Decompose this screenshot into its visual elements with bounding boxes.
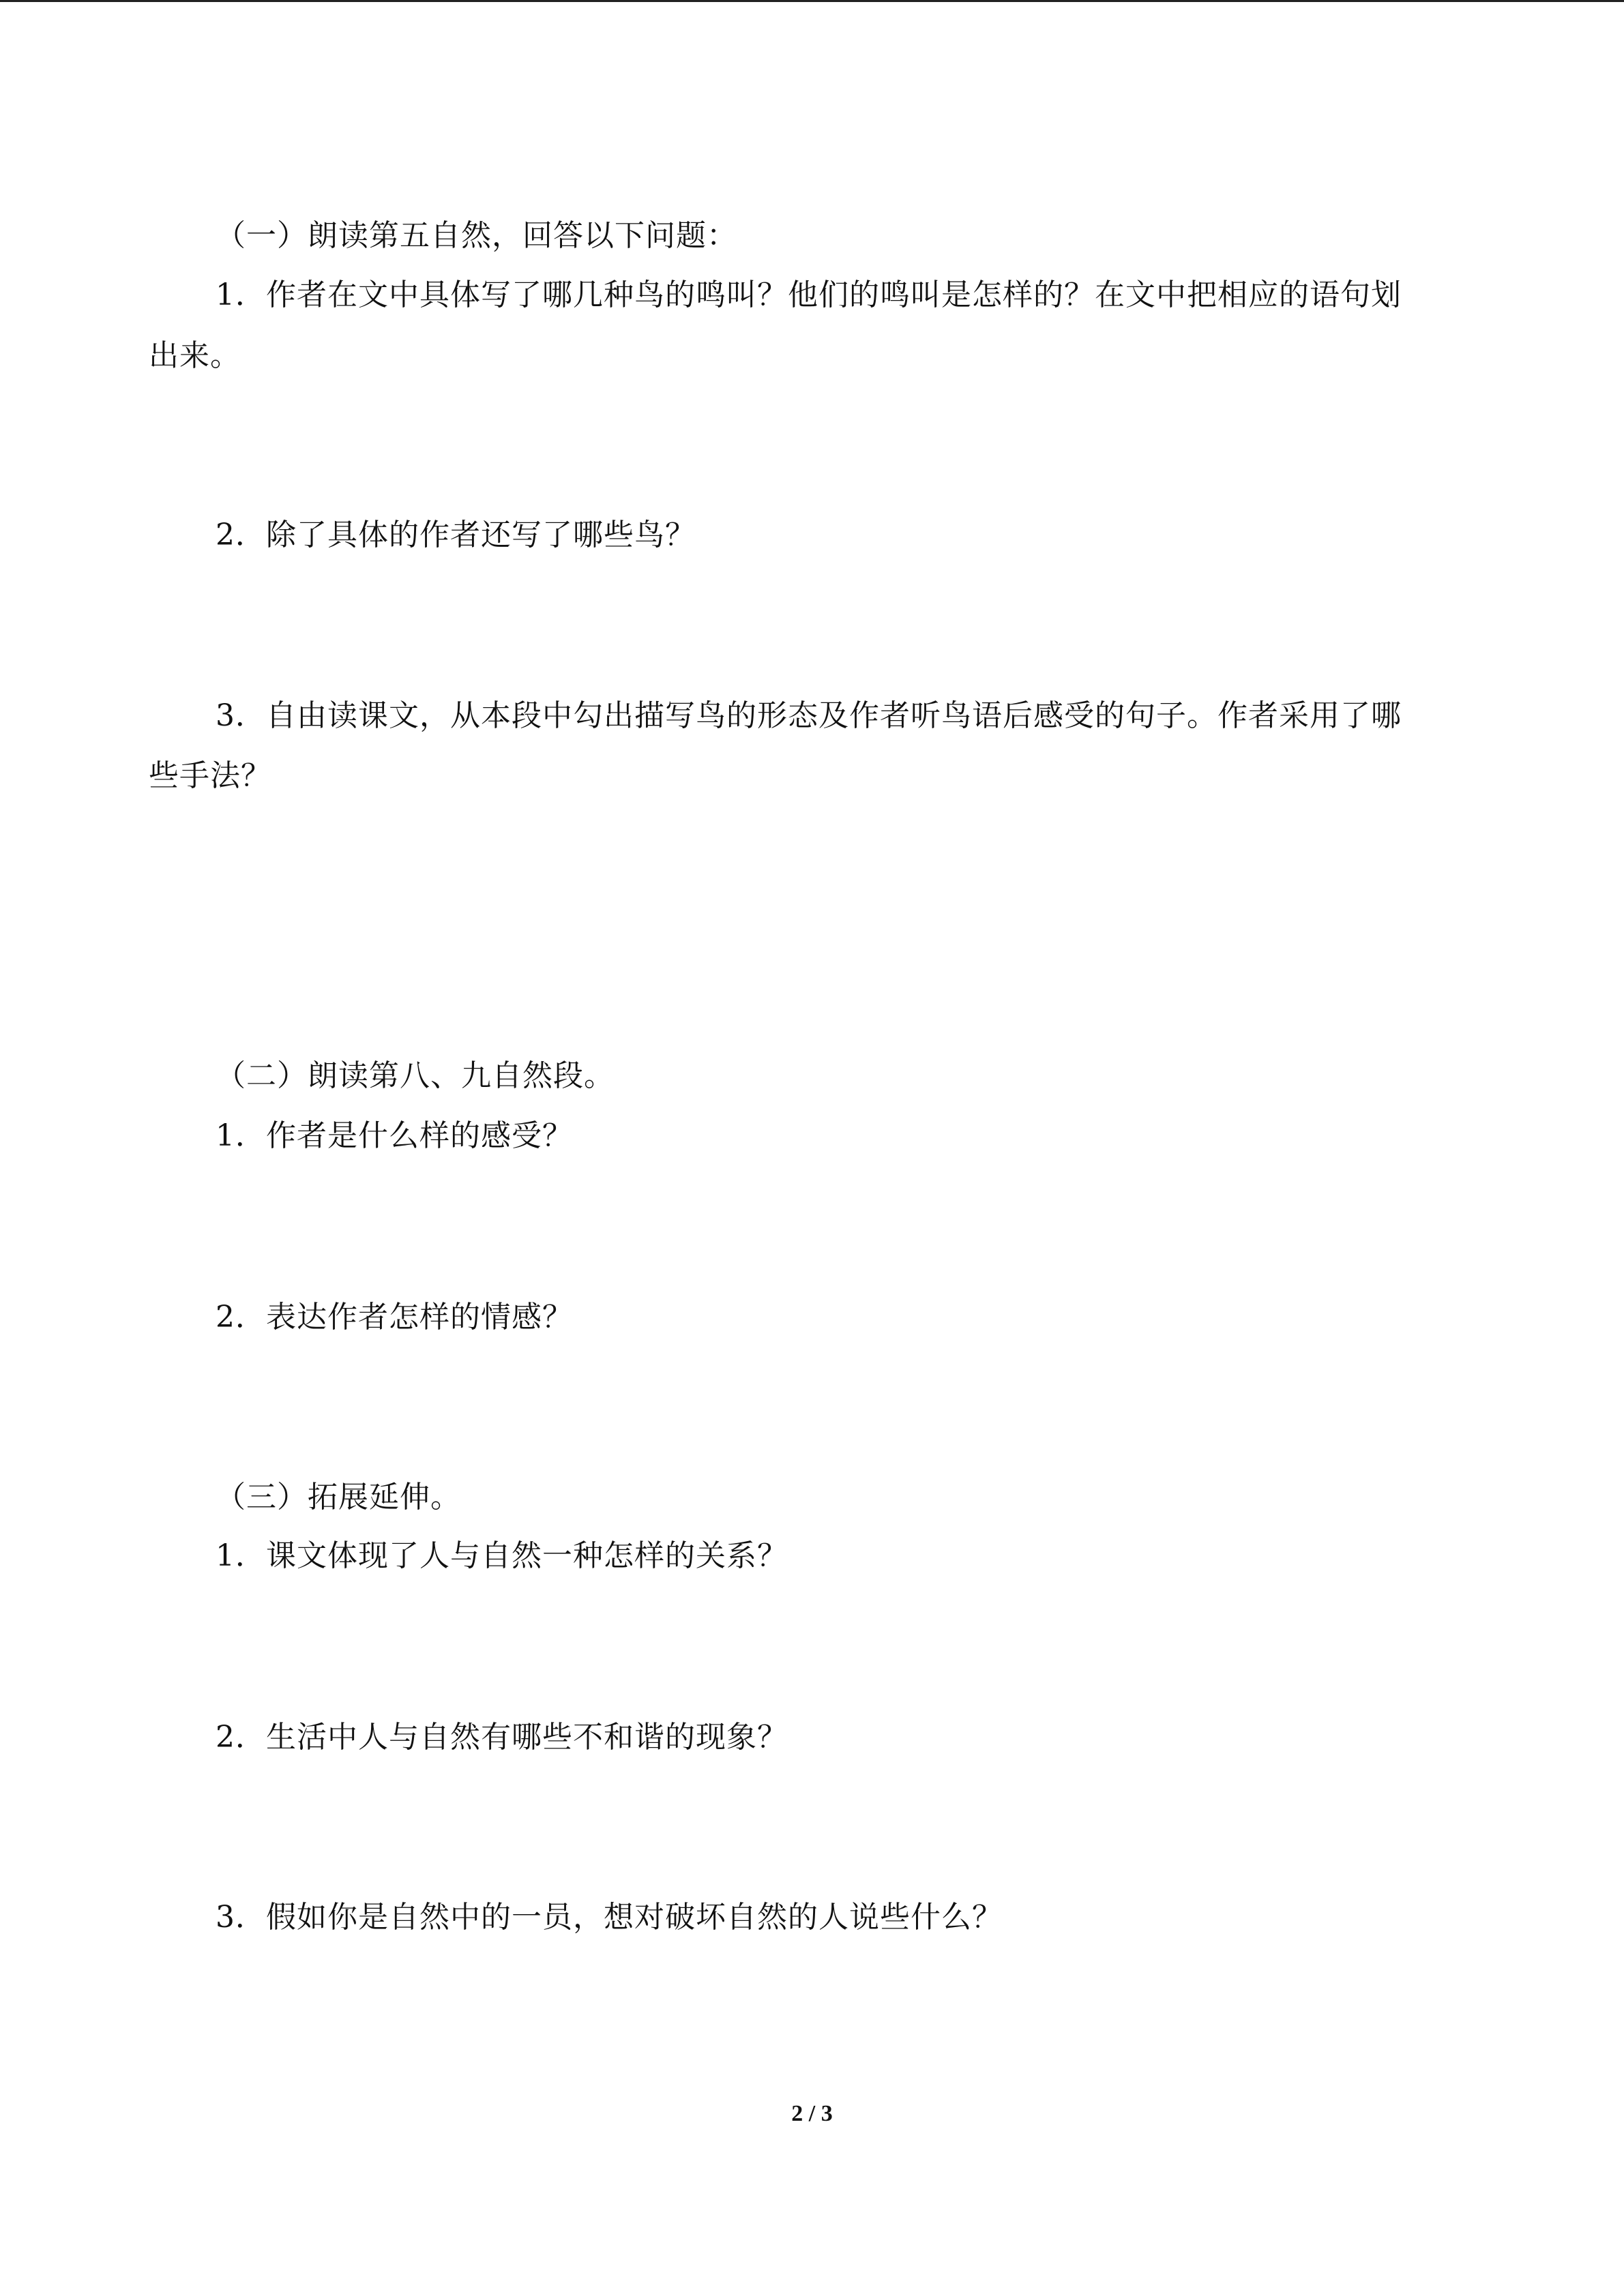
section-1-question-3-line-2: 些手法？	[149, 758, 271, 793]
section-3-heading: （三）拓展延伸。	[216, 1480, 461, 1515]
top-border-line	[0, 0, 1624, 2]
section-3-question-2: 2．生活中人与自然有哪些不和谐的现象？	[216, 1720, 788, 1755]
section-1-heading: （一）朗读第五自然，回答以下问题：	[216, 218, 737, 253]
section-2-heading: （二）朗读第八、九自然段。	[216, 1058, 615, 1093]
section-3-question-3: 3．假如你是自然中的一员，想对破坏自然的人说些什么？	[216, 1900, 1003, 1935]
section-1-question-1-line-2: 出来。	[149, 338, 241, 373]
section-3-question-1: 1．课文体现了人与自然一种怎样的关系？	[216, 1538, 788, 1573]
section-1-question-3-line-1: 3．自由读课文，从本段中勾出描写鸟的形态及作者听鸟语后感受的句子。作者采用了哪	[216, 698, 1402, 733]
section-1-question-1-line-1: 1．作者在文中具体写了哪几种鸟的鸣叫？他们的鸣叫是怎样的？在文中把相应的语句划	[216, 278, 1402, 312]
section-2-question-1: 1．作者是什么样的感受？	[216, 1118, 573, 1153]
section-2-question-2: 2．表达作者怎样的情感？	[216, 1300, 573, 1335]
page-number: 2 / 3	[791, 2101, 833, 2126]
section-1-question-2: 2．除了具体的作者还写了哪些鸟？	[216, 518, 696, 552]
